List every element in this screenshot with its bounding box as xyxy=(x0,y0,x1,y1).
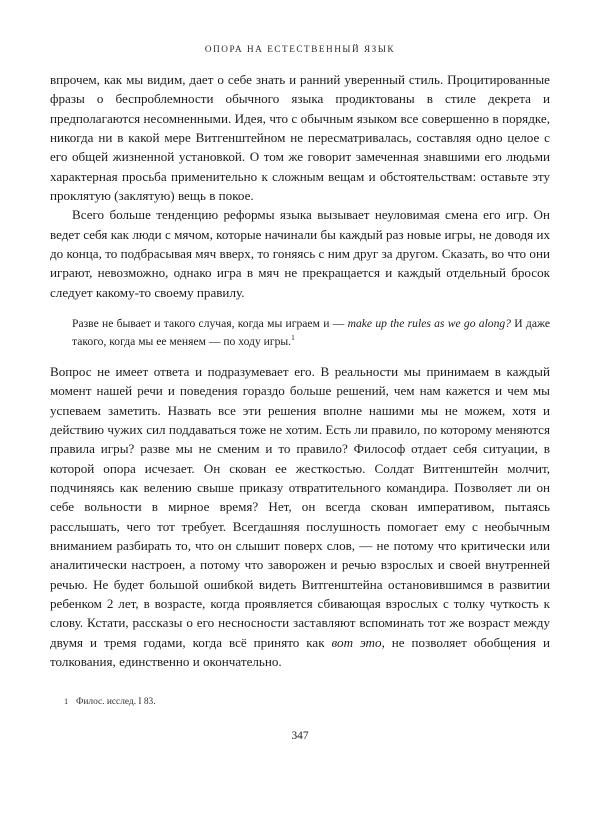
quote-text-russian-lead: Разве не бывает и такого случая, когда мы играем и — xyxy=(72,317,348,331)
footnote-reference-marker[interactable]: 1 xyxy=(291,332,295,342)
footnote-item xyxy=(50,695,550,709)
page-number: 347 xyxy=(291,730,309,742)
paragraph-3-tail-text: , не позволяет обобщения и толкования, единственно и окончательно. xyxy=(50,634,551,670)
running-head: ОПОРА НА ЕСТЕСТВЕННЫЙ ЯЗЫК xyxy=(204,44,396,54)
footnote-area xyxy=(50,695,550,709)
quote-text-russian-tail: И даже такого, когда мы ее меняем — по ходу игры. xyxy=(72,317,550,348)
paragraph-2: Всего больше тенденцию реформы языка вызывает неуловимая смена его игр. Он ведет себя как люди с мячом, которые начинали бы каждый раз новые игры, не доводя их до конца, то подбрасывая мяч вверх, то гоняясь с ним друг за другом. Сказать, во что они играют, невозможно, однако игра в мяч не прекращается и каждый отдельный бросок следует какому-то своему правилу. xyxy=(50,207,550,300)
block-quotation xyxy=(50,315,550,350)
page-content-area xyxy=(50,0,550,828)
footnote-number: 1 xyxy=(64,697,69,706)
paragraph-3 xyxy=(50,362,550,672)
paragraph-1: впрочем, как мы видим, дает о себе знать и ранний уверенный стиль. Процитированные фразы о беспроблемности обычного языка продиктованы в стиле декрета и предполагаются несомненными. Идея, что с обычным языком все совершенно в порядке, никогда ни в какой мере Витгенштейном не пересматривалась, составляя одно целое с его общей жизненной установкой. О том же говорит замеченная знавшими его людьми характерная просьба применительно к сложным вещам и обстоятельствам: оставьте эту проклятую (заклятую) вещь в покое. xyxy=(50,72,550,204)
footnote-text: Филос. исслед. I 83. xyxy=(76,697,156,707)
paragraph-3-emphasis: вот это xyxy=(331,634,382,650)
body-text-block xyxy=(50,70,550,671)
paragraph-3-lead-text: Вопрос не имеет ответа и подразумевает его. В реальности мы принимаем в каждый момент нашей речи и поведения гораздо больше решений, чем нам кажется и чем мы успеваем заметить. Назвать все эти решения вполне нашими мы не можем, хотя и действию чужих сил поддаваться тоже не хотим. Есть ли правило, по которому меняются правила игры? разве мы не сменим и то правило? Философ отдает себя ситуации, в которой опора исчезает. Он скован ее жесткостью. Солдат Витгенштейн молчит, подчиняясь как велению свыше приказу отвратительного командира. Позволяет ли он себе вольности в мирное время? Нет, он всегда скован императивом, пытаясь расслышать, чего тот требует. Всегдашняя послушность помогает ему с необычным вниманием разбирать то, что он слышит поверх слов, — не потому что критически или аналитически настроен, а потому что заворожен и речью взрослых и своей внутренней речью. Не будет большой ошибкой видеть Витгенштейна остановившимся в развитии ребенком 2 лет, в возрасте, когда проявляется сбивающая взрослых с толку чуткость к слову. Кстати, рассказы о его несносности заставляют вспоминать тот же возраст между двумя и тремя годами, когда всё принято как xyxy=(50,363,550,650)
quote-text-english: make up the rules as we go along? xyxy=(347,317,511,331)
